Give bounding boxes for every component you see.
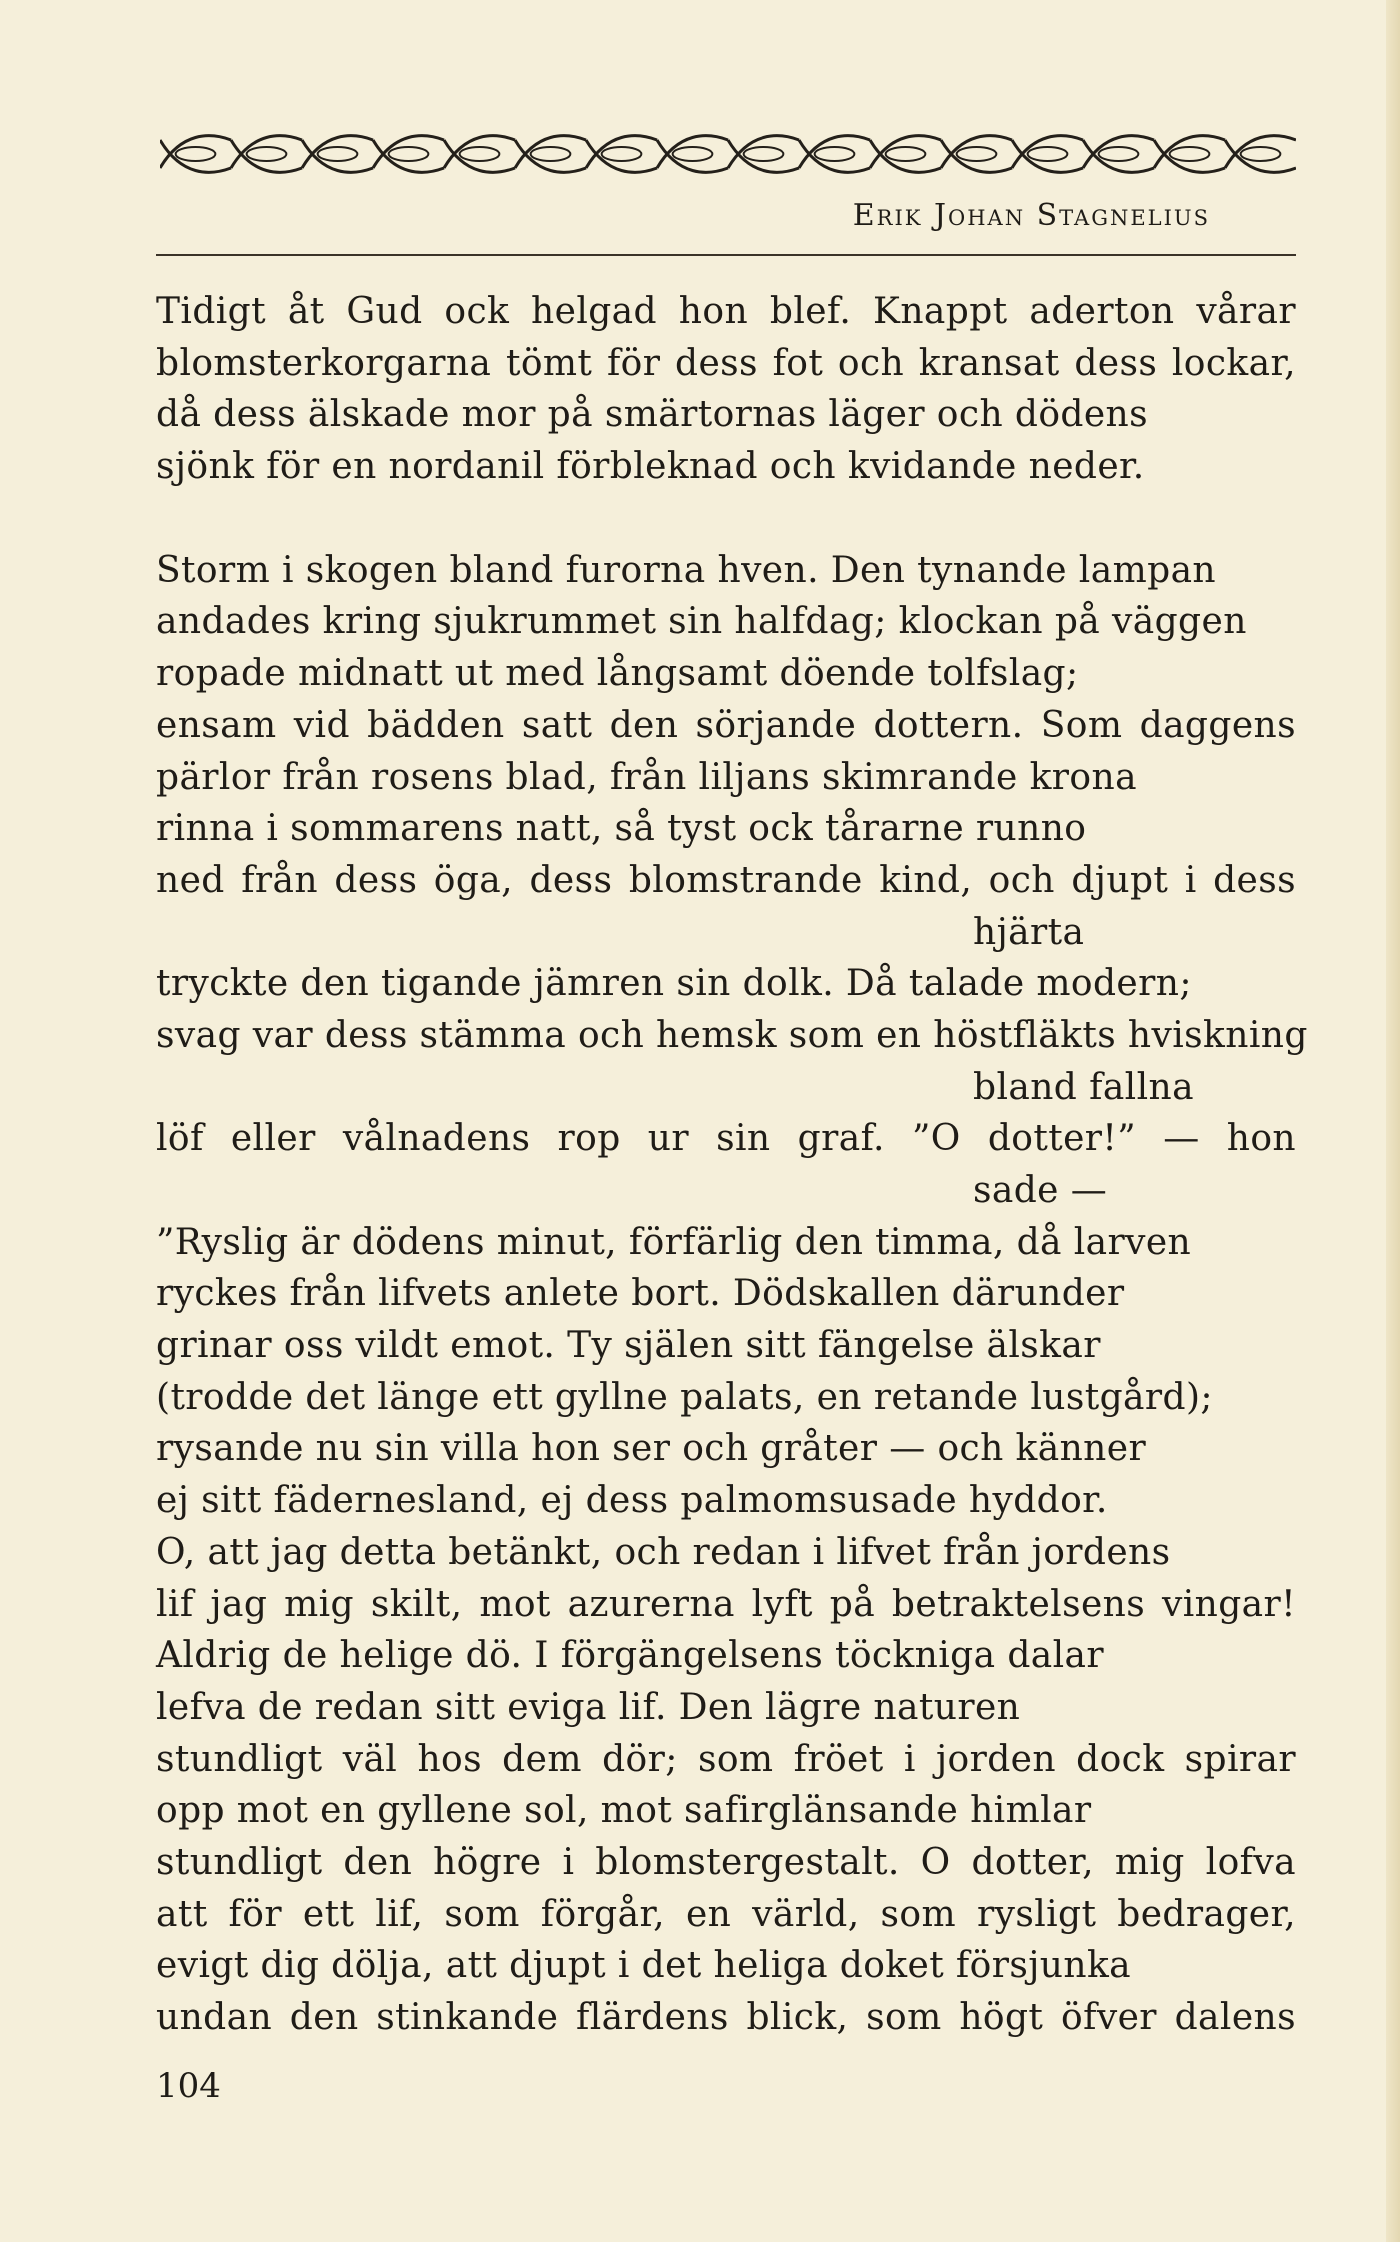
verse-line: Aldrig de helige dö. I förgängelsens töckniga dalar (156, 1635, 1105, 1677)
verse-line: stundligt väl hos dem dör; som fröet i jorden dock spirar (156, 1738, 1296, 1780)
verse-line: pärlor från rosens blad, från liljans skimrande krona (156, 756, 1137, 798)
verse-line: svag var dess stämma och hemsk som en höstfläkts hviskning (156, 1014, 1308, 1056)
verse-line: lefva de redan sitt eviga lif. Den lägre naturen (156, 1686, 1021, 1728)
verse-line: rysande nu sin villa hon ser och gråter — och känner (156, 1428, 1147, 1470)
verse-line: ”Ryslig är dödens minut, förfärlig den timma, då larven (156, 1221, 1192, 1263)
verse-line: ropade midnatt ut med långsamt döende tolfslag; (156, 653, 1079, 695)
verse-line: blomsterkorgarna tömt för dess fot och kransat dess lockar, (156, 342, 1296, 384)
verse-line: Tidigt åt Gud ock helgad hon blef. Knappt aderton vårar (156, 291, 1296, 332)
verse-line: att för ett lif, som förgår, en värld, som rysligt bedrager, (156, 1893, 1296, 1935)
verse-line: andades kring sjukrummet sin halfdag; klockan på väggen (156, 601, 1247, 643)
verse-line: opp mot en gyllene sol, mot safirglänsande himlar (156, 1790, 1092, 1832)
verse-line: ned från dess öga, dess blomstrande kind, och djupt i dess (156, 859, 1296, 901)
header-rule (156, 254, 1296, 256)
verse-line-continuation: bland fallna (973, 1066, 1194, 1108)
verse-line: (trodde det länge ett gyllne palats, en retande lustgård); (156, 1376, 1213, 1418)
page-edge (1386, 0, 1400, 2242)
verse-line-continuation: sade — (973, 1170, 1108, 1211)
verse-line: löf eller vålnadens rop ur sin graf. ”O dotter!” — hon (156, 1118, 1296, 1160)
verse-line: ej sitt fädernesland, ej dess palmomsusade hyddor. (156, 1480, 1108, 1522)
verse-line: O, att jag detta betänkt, och redan i lifvet från jordens (156, 1531, 1171, 1573)
stanza (156, 286, 1296, 493)
verse-line: undan den stinkande flärdens blick, som högt öfver dalens (156, 1997, 1296, 2038)
verse-line: lif jag mig skilt, mot azurerna lyft på betraktelsens vingar! (156, 1583, 1296, 1625)
poem-text (156, 286, 1308, 2096)
stanza (156, 545, 1308, 2044)
verse-line-continuation: hjärta (973, 911, 1085, 953)
verse-line: ensam vid bädden satt den sörjande dottern. Som daggens (156, 704, 1296, 746)
verse-line: tryckte den tigande jämren sin dolk. Då talade modern; (156, 963, 1192, 1005)
verse-line: Storm i skogen bland furorna hven. Den tynande lampan (156, 549, 1217, 591)
verse-line: sjönk för en nordanil förbleknad och kvidande neder. (156, 446, 1145, 488)
verse-line: evigt dig dölja, att djupt i det heliga doket försjunka (156, 1945, 1132, 1987)
verse-line: då dess älskade mor på smärtornas läger och dödens (156, 394, 1148, 436)
verse-line: ryckes från lifvets anlete bort. Dödskallen därunder (156, 1273, 1125, 1315)
verse-line: rinna i sommarens natt, så tyst ock tårarne runno (156, 808, 1087, 850)
interlace-ornament-icon (160, 128, 1296, 180)
running-head: Erik Johan Stagnelius (852, 198, 1210, 233)
page-number: 104 (156, 2066, 221, 2106)
verse-line: grinar oss vildt emot. Ty själen sitt fängelse älskar (156, 1325, 1101, 1367)
verse-line: stundligt den högre i blomstergestalt. O dotter, mig lofva (156, 1841, 1296, 1883)
